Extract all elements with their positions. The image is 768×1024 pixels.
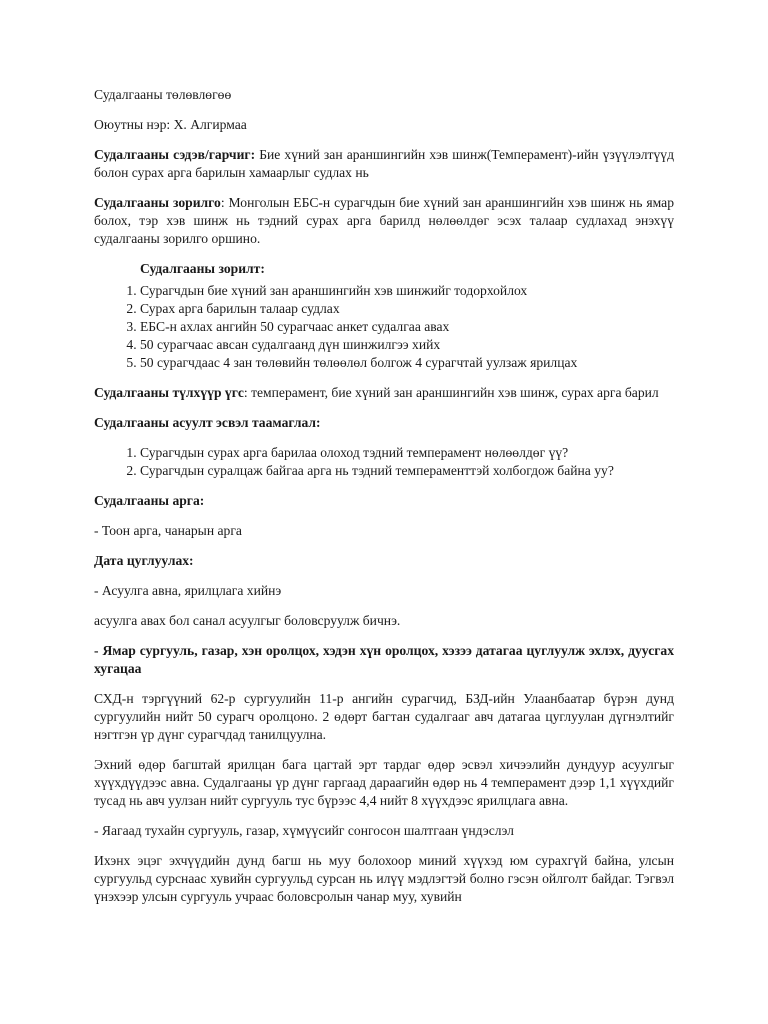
goal-text: : Монголын ЕБС-н сурагчдын бие хүний зан араншингийн хэв шинж нь ямар болох, тэр хэв шинж нь тэдний сурах арга барилд нөлөөлдөг эсэх талаар судлахад энэхүү судалгааны зорилго оршино. (94, 195, 674, 246)
keywords-text: : темперамент, бие хүний зан араншингийн хэв шинж, сурах арга барил (243, 385, 659, 400)
topic-paragraph (94, 146, 674, 182)
topic-text: Бие хүний зан араншингийн хэв шинж(Темперамент)-ийн үзүүлэлтүүд болон сурах арга барилын хамаарлыг судлах нь (94, 147, 674, 180)
method-text: - Тоон арга, чанарын арга (94, 523, 242, 538)
method-heading (94, 492, 674, 510)
list-item: 2. Сурагчдын суралцаж байгаа арга нь тэдний темпераменттэй холбогдож байна уу? (140, 462, 674, 480)
list-item: 2. Сурах арга барилын талаар судлах (140, 300, 674, 318)
questions-list (94, 444, 674, 480)
data-collection-heading (94, 552, 674, 570)
keywords-label: Судалгааны түлхүүр үгс (94, 385, 244, 400)
data-collection-para1: СХД-н тэргүүний 62-р сургуулийн 11-р ангийн сурагчид, БЗД-ийн Улаанбаатар бүрэн дунд сургуулийн нийт 50 сурагч оролцоно. 2 өдөрт багтан судалгааг авч датагаа цуглуулан дүгнэлтийг нэгтгэн үр дүнг сурагчдад танилцуулна. (94, 691, 674, 742)
keywords-paragraph (94, 384, 674, 402)
data-collection-line1: - Асуулга авна, ярилцлага хийнэ (94, 583, 282, 598)
questions-heading (94, 414, 674, 432)
goal-label: Судалгааны зорилго (94, 195, 221, 210)
data-collection-label: Дата цуглуулах: (94, 553, 194, 568)
bold-line-text: - Ямар сургууль, газар, хэн оролцох, хэдэн хүн оролцох, хэзээ датагаа цуглуулж эхлэх, дуусгах хугацаа (94, 643, 674, 676)
list-item: 5. 50 сурагчдаас 4 зан төлөвийн төлөөлөл болгож 4 сурагчтай уулзаж ярилцах (140, 354, 674, 372)
goal-paragraph (94, 194, 674, 248)
list-item: 1. Сурагчдын бие хүний зан араншингийн хэв шинжийг тодорхойлох (140, 282, 674, 300)
objectives-heading: Судалгааны зорилт: (140, 261, 265, 276)
reason-line: - Яагаад тухайн сургууль, газар, хүмүүсийг сонгосон шалтгаан үндэслэл (94, 823, 514, 838)
method-label: Судалгааны арга: (94, 493, 205, 508)
list-item: 4. 50 сурагчаас авсан судалгаанд дүн шинжилгээ хийх (140, 336, 674, 354)
objectives-list (94, 282, 674, 372)
list-item: 3. ЕБС-н ахлах ангийн 50 сурагчаас анкет судалгаа авах (140, 318, 674, 336)
data-collection-para2: Эхний өдөр багштай ярилцан бага цагтай эрт тардаг өдөр эсвэл хичээлийн дундуур асуулгыг хүүхдүүдээс авна. Судалгааны үр дүнг гаргаад дараагийн өдөр нь 4 темперамент дээр 1,1 хүүхдийг тусад нь авч уулзан нийт сургууль тус бүрээс 4,4 нийт 8 хүүхдээс ярилцлага авна. (94, 757, 674, 808)
data-collection-line2: асуулга авах бол санал асуулгыг боловсруулж бичнэ. (94, 613, 401, 628)
student-name: Оюутны нэр: Х. Алгирмаа (94, 117, 247, 132)
list-item: 1. Сурагчдын сурах арга барилаа олоход тэдний темперамент нөлөөлдөг үү? (140, 444, 674, 462)
questions-label: Судалгааны асуулт эсвэл таамаглал: (94, 415, 321, 430)
data-collection-para3: Ихэнх эцэг эхчүүдийн дунд багш нь муу болохоор миний хүүхэд юм сурахгүй байна, улсын сургуульд сурснаас хувийн сургуульд сурсан нь илүү мэдлэгтэй болно гэсэн ойлголт байдаг. Тэгвэл үнэхээр улсын сургууль учраас боловсролын чанар муу, хувийн (94, 853, 674, 904)
topic-label: Судалгааны сэдэв/гарчиг: (94, 147, 256, 162)
document-title: Судалгааны төлөвлөгөө (94, 87, 232, 102)
data-collection-bold-line (94, 642, 674, 678)
